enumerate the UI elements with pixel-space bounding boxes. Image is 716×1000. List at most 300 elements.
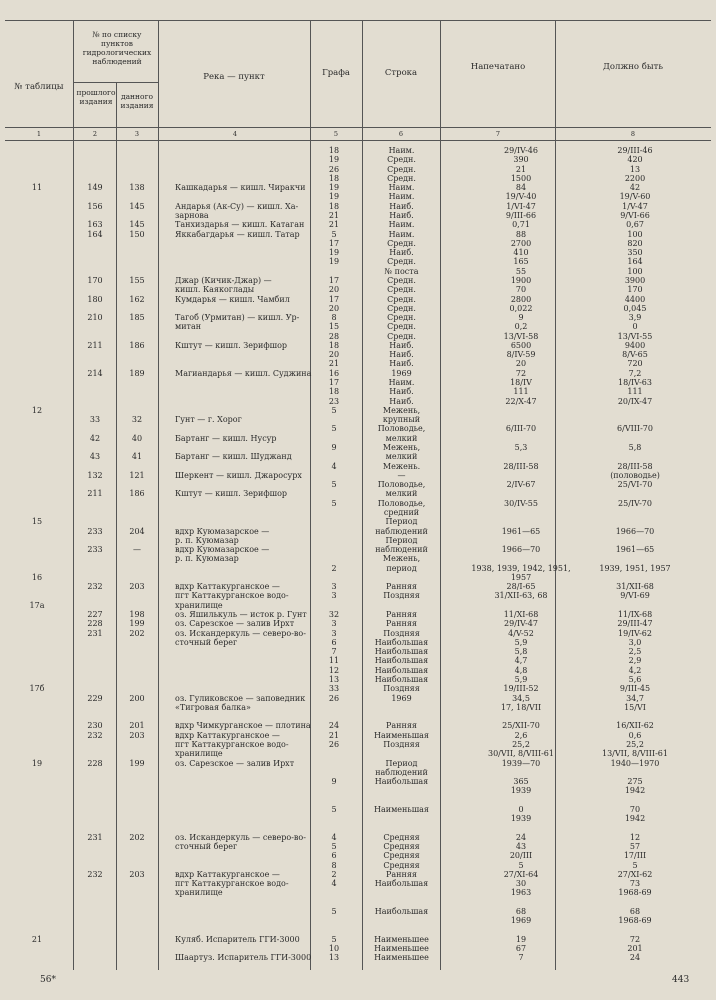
column-cell: 18	[328, 173, 340, 183]
table-row	[0, 415, 716, 424]
printed-cell: 28/I-65	[506, 582, 536, 592]
column-cell: 21	[328, 220, 340, 230]
this-no-cell: 200	[129, 693, 145, 703]
line-cell: мелкий	[385, 452, 418, 462]
table-no-cell: 21	[31, 934, 43, 944]
river-cell: вдхр Куюмазарское —	[175, 526, 270, 536]
river-cell: зарнова	[175, 211, 209, 220]
this-no-cell: 203	[129, 869, 145, 879]
river-cell: хранилище	[175, 888, 223, 898]
header-list-no: № по списку пунктов гидрологических наблюдений	[82, 30, 152, 66]
table-row	[0, 759, 716, 768]
printed-cell: 0,2	[514, 322, 528, 332]
table-row	[0, 248, 716, 257]
river-cell: оз. Искандеркуль — северо-во-	[175, 628, 306, 638]
column-cell: 26	[328, 693, 340, 703]
should-be-cell: 68	[629, 907, 641, 916]
this-no-cell: 41	[131, 452, 143, 462]
printed-cell: 5,3	[514, 443, 528, 452]
line-cell: 1969	[391, 693, 412, 703]
column-cell: 13	[328, 953, 340, 963]
column-cell: 13	[328, 675, 340, 684]
table-row	[0, 202, 716, 211]
table-row	[0, 796, 716, 805]
printed-cell: 30	[515, 879, 527, 889]
should-be-cell: 11/IX-68	[617, 610, 653, 619]
table-row	[0, 174, 716, 183]
column-cell: 9	[331, 443, 337, 452]
prev-no-cell: 232	[87, 582, 103, 592]
should-be-cell: 5,6	[628, 675, 642, 684]
printed-cell: 4,8	[514, 665, 528, 675]
line-cell: № поста	[384, 266, 419, 276]
should-be-cell: 420	[627, 155, 643, 165]
column-cell: 5	[331, 229, 337, 239]
river-cell: митан	[175, 322, 202, 332]
table-row	[0, 462, 716, 471]
table-row	[0, 647, 716, 656]
prev-no-cell: 231	[87, 832, 103, 842]
printed-cell: 30/VII, 8/VIII-61	[488, 749, 554, 759]
river-cell: сточный берег	[175, 637, 238, 647]
printed-cell: 1957	[510, 572, 532, 582]
printed-cell: 365	[513, 777, 529, 786]
table-row	[0, 359, 716, 368]
prev-no-cell: 211	[87, 489, 103, 499]
should-be-cell: 27/XI-62	[617, 869, 653, 879]
this-no-cell: 185	[129, 313, 145, 322]
line-cell: Период	[385, 517, 418, 527]
prev-no-cell: 228	[87, 758, 103, 768]
line-cell: —	[397, 470, 406, 480]
table-row	[0, 146, 716, 155]
line-cell: Средняя	[383, 851, 420, 861]
table-no-cell: 16	[31, 572, 43, 582]
table-no-cell: 15	[31, 517, 43, 527]
line-cell: мелкий	[385, 433, 418, 443]
table-row	[0, 471, 716, 480]
river-cell: р. п. Куюмазар	[175, 535, 239, 545]
should-be-cell: (половодье)	[610, 470, 660, 480]
this-no-cell: 202	[129, 628, 145, 638]
prev-no-cell: 149	[87, 183, 103, 193]
printed-cell: 1969	[510, 916, 532, 926]
should-be-cell: 100	[627, 229, 643, 239]
river-cell: Шаартуз. Испаритель ГГИ-3000	[175, 953, 312, 963]
line-cell: период	[386, 563, 417, 573]
printed-cell: 28/III-58	[503, 461, 539, 471]
prev-no-cell: 233	[87, 545, 103, 554]
printed-cell: 29/IV-46	[504, 146, 538, 155]
printed-cell: 1938, 1939, 1942, 1951,	[471, 563, 571, 573]
should-be-cell: 820	[627, 238, 643, 248]
this-no-cell: 199	[129, 619, 145, 629]
printed-cell: 11/XI-68	[503, 610, 539, 619]
col-number: 8	[630, 130, 636, 138]
prev-no-cell: 211	[87, 340, 103, 350]
line-cell: Наим.	[388, 183, 415, 193]
line-cell: Ранняя	[386, 582, 417, 592]
should-be-cell: 170	[627, 285, 643, 295]
should-be-cell: 5	[632, 860, 638, 870]
this-no-cell: 150	[129, 229, 145, 239]
printed-cell: 1939	[510, 814, 532, 824]
this-no-cell: 202	[129, 832, 145, 842]
should-be-cell: 12	[629, 832, 641, 842]
column-cell: 32	[328, 610, 340, 619]
line-cell: Наиб.	[389, 211, 414, 220]
printed-cell: 22/X-47	[505, 396, 537, 406]
printed-cell: 1963	[510, 888, 532, 898]
col-number: 6	[398, 130, 404, 138]
table-row	[0, 601, 716, 610]
column-cell: 3	[331, 619, 337, 629]
printed-cell: 165	[513, 257, 529, 267]
column-cell: 19	[328, 183, 340, 193]
this-no-cell: 198	[129, 610, 145, 619]
printed-cell: 2700	[510, 238, 532, 248]
table-row	[0, 684, 716, 693]
header-table-no: № таблицы	[14, 82, 64, 92]
table-row	[0, 805, 716, 814]
printed-cell: 19	[515, 934, 527, 944]
line-cell: Средн.	[387, 155, 416, 165]
printed-cell: 390	[513, 155, 529, 165]
table-no-cell: 12	[31, 405, 43, 415]
prev-no-cell: 214	[87, 368, 103, 378]
column-cell: 16	[328, 368, 340, 378]
column-cell: 24	[328, 721, 340, 731]
column-cell: 3	[331, 591, 337, 601]
table-row	[0, 851, 716, 860]
column-cell: 11	[328, 656, 340, 666]
this-no-cell: —	[133, 545, 141, 554]
header-prev-edition: прошлого издания	[76, 88, 116, 106]
printed-cell: 21	[515, 164, 527, 174]
printed-cell: 18/IV	[510, 378, 532, 387]
table-row	[0, 666, 716, 675]
line-cell: Средн.	[387, 322, 416, 332]
should-be-cell: 24	[629, 953, 641, 963]
table-row	[0, 879, 716, 888]
table-row	[0, 926, 716, 935]
table-row	[0, 257, 716, 266]
should-be-cell: 25/IV-70	[618, 498, 652, 508]
printed-cell: 55	[515, 266, 527, 276]
line-cell: Межень,	[382, 443, 421, 452]
line-cell: Половодье,	[377, 480, 426, 490]
river-cell: Гунт — г. Хорог	[175, 415, 242, 425]
line-cell: Наибольшая	[374, 879, 429, 889]
line-cell: Средн.	[387, 164, 416, 174]
line-cell: Наим.	[388, 192, 415, 202]
table-row	[0, 638, 716, 647]
printed-cell: 72	[515, 368, 527, 378]
line-cell: Средн.	[387, 303, 416, 313]
column-cell: 4	[331, 832, 337, 842]
prev-no-cell: 164	[87, 229, 103, 239]
should-be-cell: 2200	[624, 173, 646, 183]
should-be-cell: 13/VI-55	[617, 331, 653, 341]
line-cell: Средн.	[387, 257, 416, 267]
column-cell: 18	[328, 387, 340, 397]
should-be-cell: 29/III-46	[617, 146, 653, 155]
col-number: 1	[36, 130, 42, 138]
column-cell: 15	[328, 322, 340, 332]
table-row	[0, 239, 716, 248]
table-row	[0, 777, 716, 786]
table-row	[0, 953, 716, 962]
should-be-cell: 19/IV-62	[618, 628, 652, 638]
table-row	[0, 582, 716, 591]
river-cell: Бартанг — кишл. Шуджанд	[175, 452, 292, 462]
river-cell: Танхиздарья — кишл. Катаган	[175, 220, 305, 230]
prev-no-cell: 231	[87, 628, 103, 638]
column-cell: 5	[331, 498, 337, 508]
column-cell: 5	[331, 934, 337, 944]
table-row	[0, 369, 716, 378]
column-cell: 10	[328, 944, 340, 954]
line-cell: Наибольшая	[374, 675, 429, 684]
should-be-cell: 0,6	[628, 730, 642, 740]
river-cell: сточный берег	[175, 842, 238, 851]
should-be-cell: 31/XII-68	[616, 582, 654, 592]
column-cell: 18	[328, 146, 340, 155]
line-cell: Наим.	[388, 229, 415, 239]
should-be-cell: 6/VIII-70	[617, 424, 653, 434]
printed-cell: 6500	[510, 340, 532, 350]
column-cell: 5	[331, 842, 337, 851]
table-row	[0, 527, 716, 536]
river-cell: Куляб. Испаритель ГГИ-3000	[175, 934, 300, 944]
header-this-edition: данного издания	[120, 92, 154, 110]
should-be-cell: 17/III	[623, 851, 647, 861]
printed-cell: 19/V-40	[505, 192, 537, 202]
table-row	[0, 898, 716, 907]
river-cell: пгт Каттакурганское водо-	[175, 739, 289, 749]
table-row	[0, 276, 716, 285]
col-number: 3	[134, 130, 140, 138]
table-row	[0, 935, 716, 944]
table-row	[0, 545, 716, 554]
column-cell: 19	[328, 192, 340, 202]
table-row	[0, 786, 716, 795]
line-cell: Межень.	[382, 461, 421, 471]
table-row	[0, 712, 716, 721]
printed-cell: 1900	[510, 275, 532, 285]
table-row	[0, 480, 716, 489]
table-row	[0, 573, 716, 582]
printed-cell: 5,9	[514, 637, 528, 647]
printed-cell: 1966—70	[501, 545, 541, 554]
printed-cell: 43	[515, 842, 527, 851]
this-no-cell: 32	[131, 415, 143, 425]
printed-cell: 5	[518, 860, 524, 870]
this-no-cell: 203	[129, 730, 145, 740]
printed-cell: 27/XI-64	[503, 869, 539, 879]
printed-cell: 111	[513, 387, 529, 397]
printed-cell: 20/III	[509, 851, 533, 861]
table-row	[0, 888, 716, 897]
should-be-cell: 73	[629, 879, 641, 889]
table-row	[0, 406, 716, 415]
printed-cell: 6/III-70	[505, 424, 537, 434]
table-row	[0, 814, 716, 823]
table-row	[0, 721, 716, 730]
table-no-cell: 17б	[29, 684, 45, 694]
river-cell: оз. Гуликовское — заповедник	[175, 693, 306, 703]
line-cell: Наименьшая	[374, 730, 429, 740]
table-row	[0, 870, 716, 879]
header-printed: Напечатано	[470, 62, 526, 72]
line-cell: Период	[385, 535, 418, 545]
line-cell: Средн.	[387, 238, 416, 248]
column-cell: 2	[331, 869, 337, 879]
line-cell: Средн.	[387, 294, 416, 304]
should-be-cell: 1968-69	[618, 888, 652, 898]
river-cell: Яккабагдарья — кишл. Татар	[175, 229, 300, 239]
printed-cell: 4/V-52	[508, 628, 534, 638]
table-row	[0, 230, 716, 239]
should-be-cell: 13	[629, 164, 641, 174]
column-cell: 19	[328, 257, 340, 267]
printed-cell: 5,9	[514, 675, 528, 684]
this-no-cell: 40	[131, 433, 143, 443]
line-cell: наблюдений	[375, 767, 428, 777]
prev-no-cell: 232	[87, 730, 103, 740]
header-line: Строка	[384, 68, 418, 78]
printed-cell: 1/VI-47	[506, 201, 536, 211]
printed-cell: 34,5	[512, 693, 530, 703]
printed-cell: 31/XII-63, 68	[494, 591, 548, 601]
line-cell: Средн.	[387, 285, 416, 295]
table-row	[0, 675, 716, 684]
column-cell: 12	[328, 665, 340, 675]
line-cell: Средн.	[387, 275, 416, 285]
prev-no-cell: 233	[87, 526, 103, 536]
table-row	[0, 619, 716, 628]
river-cell: Кумдарья — кишл. Чамбил	[175, 294, 290, 304]
this-no-cell: 162	[129, 294, 145, 304]
line-cell: Ранняя	[386, 619, 417, 629]
river-cell: вдхр Чимкурганское — плотина	[175, 721, 311, 731]
table-row	[0, 554, 716, 563]
should-be-cell: 18/IV-63	[618, 378, 652, 387]
should-be-cell: 19/V-60	[619, 192, 651, 202]
river-cell: оз. Яшилькуль — исток р. Гунт	[175, 610, 307, 619]
this-no-cell: 204	[129, 526, 145, 536]
should-be-cell: 57	[629, 842, 641, 851]
column-cell: 7	[331, 647, 337, 657]
line-cell: Наименьшее	[374, 934, 429, 944]
line-cell: Наиб.	[389, 340, 414, 350]
table-row	[0, 304, 716, 313]
prev-no-cell: 229	[87, 693, 103, 703]
table-row	[0, 610, 716, 619]
line-cell: Средняя	[383, 832, 420, 842]
table-row	[0, 350, 716, 359]
table-row	[0, 823, 716, 832]
table-row	[0, 295, 716, 304]
printed-cell: 0,022	[509, 303, 533, 313]
printed-cell: 67	[515, 944, 527, 954]
column-cell: 23	[328, 396, 340, 406]
table-row	[0, 322, 716, 331]
should-be-cell: 70	[629, 804, 641, 814]
table-row	[0, 434, 716, 443]
line-cell: Межень,	[382, 554, 421, 564]
river-cell: хранилище	[175, 600, 223, 610]
line-cell: Наиб.	[389, 396, 414, 406]
prev-no-cell: 156	[87, 201, 103, 211]
column-cell: 5	[331, 480, 337, 490]
printed-cell: 410	[513, 248, 529, 258]
river-cell: Джар (Кичик-Джар) —	[175, 275, 272, 285]
line-cell: Половодье,	[377, 424, 426, 434]
should-be-cell: 28/III-58	[617, 461, 653, 471]
page-number: 443	[672, 975, 690, 985]
river-cell: Кштут — кишл. Зерифшор	[175, 489, 288, 499]
should-be-cell: 3,9	[628, 313, 642, 322]
river-cell: Магиандарья — кишл. Суджина	[175, 368, 312, 378]
printed-cell: 17, 18/VII	[500, 702, 542, 712]
prev-no-cell: 227	[87, 610, 103, 619]
prev-no-cell: 132	[87, 470, 103, 480]
line-cell: Наим.	[388, 378, 415, 387]
printed-cell: 4,7	[514, 656, 528, 666]
line-cell: Наибольшая	[374, 637, 429, 647]
table-row	[0, 508, 716, 517]
line-cell: Наиб.	[389, 387, 414, 397]
column-cell: 5	[331, 405, 337, 415]
column-cell: 4	[331, 879, 337, 889]
printed-cell: 88	[515, 229, 527, 239]
line-cell: Наименьшее	[374, 944, 429, 954]
table-row	[0, 916, 716, 925]
column-cell: 20	[328, 285, 340, 295]
line-cell: Ранняя	[386, 610, 417, 619]
printed-cell: 9/III-66	[505, 211, 537, 220]
prev-no-cell: 43	[89, 452, 101, 462]
column-cell: 18	[328, 340, 340, 350]
table-row	[0, 656, 716, 665]
this-no-cell: 186	[129, 489, 145, 499]
table-row	[0, 220, 716, 229]
column-cell: 28	[328, 331, 340, 341]
column-cell: 19	[328, 248, 340, 258]
printed-cell: 5,8	[514, 647, 528, 657]
should-be-cell: 275	[627, 777, 643, 786]
line-cell: наблюдений	[375, 526, 428, 536]
this-no-cell: 199	[129, 758, 145, 768]
column-cell: 26	[328, 739, 340, 749]
should-be-cell: 25,2	[626, 739, 644, 749]
prev-no-cell: 170	[87, 275, 103, 285]
prev-no-cell: 42	[89, 433, 101, 443]
printed-cell: 25,2	[512, 739, 530, 749]
table-row	[0, 768, 716, 777]
should-be-cell: 1940—1970	[610, 758, 660, 768]
prev-no-cell: 163	[87, 220, 103, 230]
river-cell: Кштут — кишл. Зерифшор	[175, 340, 288, 350]
printed-cell: 30/IV-55	[504, 498, 538, 508]
river-cell: хранилище	[175, 749, 223, 759]
table-row	[0, 842, 716, 851]
table-row	[0, 332, 716, 341]
column-cell: 6	[331, 637, 337, 647]
line-cell: Средняя	[383, 860, 420, 870]
printed-cell: 1500	[510, 173, 532, 183]
